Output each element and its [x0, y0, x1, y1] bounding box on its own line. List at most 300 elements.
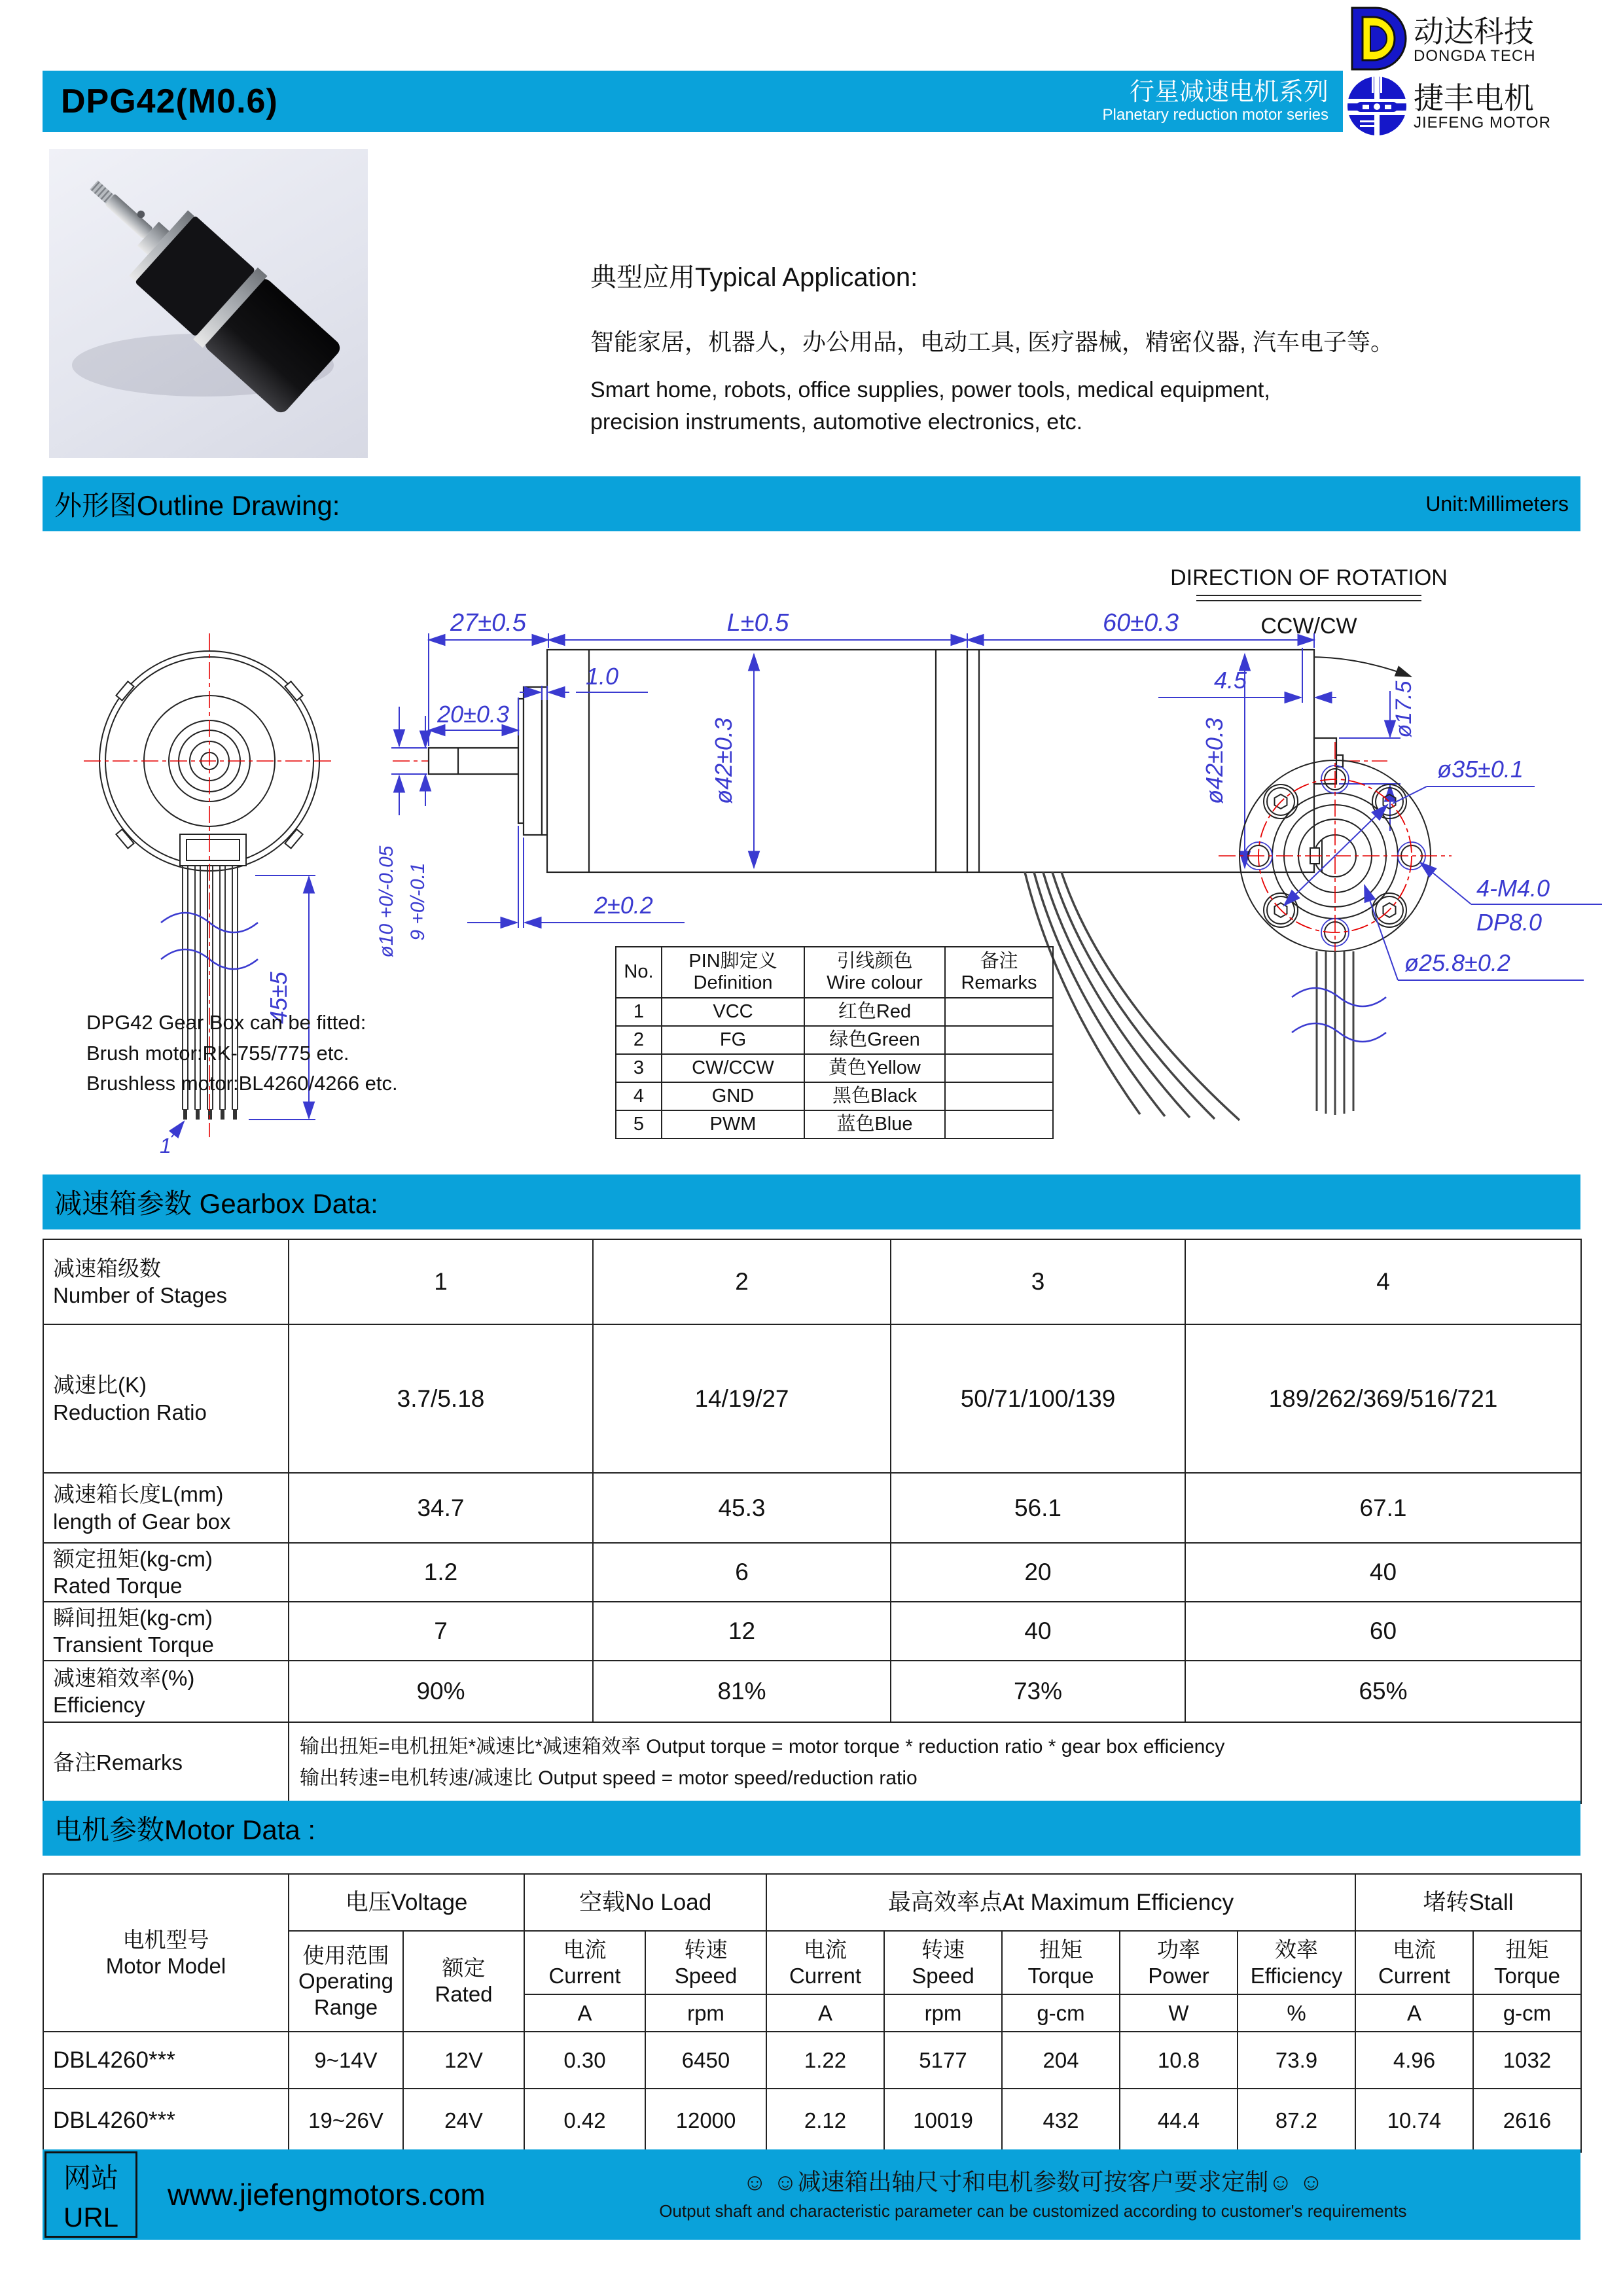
gearbox-value-0-0-text: 1	[434, 1268, 448, 1295]
pin-row-1	[616, 1026, 1053, 1054]
url-label-box	[45, 2151, 137, 2238]
motor-subhead-5-text: 功率	[1157, 1937, 1200, 1962]
rated-en: Rated	[435, 1982, 493, 2006]
pin-cell-4-2	[804, 1110, 945, 1139]
gearbox-row-5	[43, 1661, 1581, 1722]
motor-cell-0-7-text: 204	[1043, 2047, 1079, 2072]
dim-17-5: ø17.5	[1391, 680, 1416, 738]
pin-cell-0-0	[616, 998, 662, 1026]
motor-cell-0-11	[1473, 2032, 1581, 2089]
pin-header-row	[616, 947, 1053, 998]
motor-subhead-4-text: Torque	[1027, 1963, 1094, 1988]
gearbox-remarks-text	[289, 1722, 1581, 1803]
motor-unit-8-text: g-cm	[1503, 2000, 1552, 2025]
application-title: 典型应用Typical Application:	[590, 263, 918, 292]
gearbox-value-0-3-text: 4	[1376, 1268, 1390, 1295]
gearbox-label-3-text: 额定扭矩(kg-cm)	[53, 1546, 213, 1571]
motor-unit-1-text: rpm	[687, 2000, 724, 2025]
motor-cell-1-3-text: 0.42	[563, 2108, 606, 2132]
fit-note-line2: Brush motor:RK-755/775 etc.	[86, 1041, 349, 1065]
footer-note-cn: ☺ ☺减速箱出轴尺寸和电机参数可按客户要求定制☺ ☺	[742, 2168, 1323, 2196]
motor-cell-0-6-text: 5177	[919, 2047, 967, 2072]
pin-row-3	[616, 1082, 1053, 1110]
pin-cell-2-0-text: 3	[633, 1057, 645, 1078]
pin-cell-3-2-text: 黑色Black	[832, 1085, 917, 1106]
motor-unit-3	[884, 1994, 1002, 2032]
motor-cell-0-10-text: 4.96	[1393, 2047, 1436, 2072]
gearbox-value-3-1-text: 6	[735, 1559, 749, 1585]
pin-header-1-text: Definition	[693, 972, 773, 993]
pin-header-1	[662, 947, 804, 998]
gearbox-label-0-text: 减速箱级数	[53, 1256, 161, 1280]
pin-row-0	[616, 998, 1053, 1026]
motor-unit-3-text: rpm	[924, 2000, 962, 2025]
group-stall: 堵转Stall	[1355, 1874, 1581, 1931]
gearbox-remarks-text-text: 输出转速=电机转速/减速比 Output speed = motor speed/reduction ratio	[300, 1767, 918, 1789]
dongda-en: DONGDA TECH	[1414, 46, 1536, 65]
motor-cell-1-10-text: 10.74	[1387, 2108, 1442, 2132]
operating-range-cn: 使用范围	[302, 1943, 389, 1968]
motor-subhead-3-text: 转速	[921, 1937, 965, 1962]
motor-subhead-1-text: Speed	[674, 1963, 738, 1988]
gearbox-row-1	[43, 1324, 1581, 1473]
motor-cell-1-4-text: 12000	[675, 2108, 736, 2132]
pin-table	[615, 946, 1054, 1139]
motor-unit-5	[1120, 1994, 1238, 2032]
gearbox-label-2-text: 减速箱长度L(mm)	[53, 1482, 224, 1507]
motor-cell-0-8-text: 10.8	[1157, 2047, 1200, 2072]
motor-subhead-7	[1355, 1931, 1473, 1994]
motor-unit-2	[766, 1994, 884, 2032]
application-line-en1: Smart home, robots, office supplies, power tools, medical equipment,	[590, 378, 1270, 402]
gearbox-value-4-1-text: 12	[728, 1617, 756, 1644]
motor-subhead-8	[1473, 1931, 1581, 1994]
motor-cell-0-0	[43, 2032, 289, 2089]
pin-cell-3-0	[616, 1082, 662, 1110]
motor-subhead-7-text: Current	[1378, 1963, 1451, 1988]
pin-cell-4-2-text: 蓝色Blue	[836, 1113, 913, 1135]
dim-42-gearbox: ø42±0.3	[710, 718, 737, 804]
motor-cell-1-6-text: 10019	[913, 2108, 973, 2132]
wire-1-label: 1	[160, 1134, 171, 1157]
motor-cell-0-2-text: 12V	[444, 2047, 483, 2072]
gearbox-row-3	[43, 1543, 1581, 1602]
motor-subhead-1	[645, 1931, 766, 1994]
gearbox-value-2-1	[593, 1473, 891, 1543]
motor-cell-0-7	[1002, 2032, 1120, 2089]
gearbox-value-2-0-text: 34.7	[417, 1494, 465, 1521]
dim-60: 60±0.3	[1103, 609, 1179, 637]
pin-cell-3-1-text: GND	[711, 1085, 755, 1106]
gearbox-value-5-2-text: 73%	[1013, 1678, 1063, 1704]
gearbox-value-3-3	[1185, 1543, 1581, 1602]
gearbox-row-2	[43, 1473, 1581, 1543]
dongda-cn: 动达科技	[1414, 14, 1534, 49]
motor-unit-6-text: %	[1287, 2000, 1306, 2025]
motor-cell-1-0	[43, 2089, 289, 2152]
dim-2: 2±0.2	[594, 892, 653, 919]
gearbox-label-1-text: 减速比(K)	[53, 1373, 147, 1398]
pin-header-0-text: No.	[624, 961, 654, 983]
dim-45: 45±5	[265, 972, 292, 1024]
gearbox-label-0	[43, 1239, 289, 1324]
gearbox-label-1	[43, 1324, 289, 1473]
pin-cell-2-0	[616, 1054, 662, 1082]
gearbox-value-5-1	[593, 1661, 891, 1722]
gearbox-value-5-1-text: 81%	[717, 1678, 766, 1704]
jiefeng-cn: 捷丰电机	[1414, 81, 1534, 116]
dongda-logo-text	[1414, 16, 1536, 63]
motor-cell-1-2	[403, 2089, 524, 2152]
motor-unit-6	[1238, 1994, 1355, 2032]
gearbox-remarks-label-text: 备注Remarks	[53, 1750, 183, 1775]
gearbox-section-bar	[43, 1174, 1580, 1229]
motor-cell-1-7-text: 432	[1043, 2108, 1079, 2132]
gearbox-label-2	[43, 1473, 289, 1543]
motor-cell-1-7	[1002, 2089, 1120, 2152]
url-label-en: URL	[63, 2201, 119, 2233]
pin-header-3	[945, 947, 1053, 998]
gearbox-value-2-3	[1185, 1473, 1581, 1543]
motor-cell-1-11-text: 2616	[1503, 2108, 1552, 2132]
gearbox-value-4-1	[593, 1602, 891, 1661]
motor-subhead-8-text: 扭矩	[1505, 1937, 1549, 1962]
footer-bar	[43, 2149, 1580, 2240]
motor-unit-7-text: A	[1406, 2000, 1421, 2025]
fit-note-line1: DPG42 Gear Box can be fitted:	[86, 1011, 366, 1034]
motor-table	[43, 1873, 1582, 2153]
gearbox-value-1-2-text: 50/71/100/139	[960, 1385, 1116, 1412]
gearbox-value-1-0	[289, 1324, 593, 1473]
application-block	[590, 256, 1507, 439]
motor-cell-0-6	[884, 2032, 1002, 2089]
motor-subhead-5	[1120, 1931, 1238, 1994]
pin-cell-2-2-text: 黄色Yellow	[829, 1057, 921, 1078]
pin-header-1-text: PIN脚定义	[688, 950, 777, 972]
gearbox-remarks-label	[43, 1722, 289, 1803]
pin-cell-1-1	[662, 1026, 804, 1054]
motor-row-1	[43, 2089, 1581, 2152]
motor-subhead-3	[884, 1931, 1002, 1994]
motor-subhead-3-text: Speed	[912, 1963, 974, 1988]
jiefeng-logo-text	[1414, 82, 1551, 130]
pin-cell-3-3	[945, 1082, 1053, 1110]
gearbox-value-0-3	[1185, 1239, 1581, 1324]
pin-cell-2-1	[662, 1054, 804, 1082]
motor-cell-1-10	[1355, 2089, 1473, 2152]
gearbox-value-3-2-text: 20	[1024, 1559, 1052, 1585]
motor-cell-0-3	[524, 2032, 645, 2089]
gearbox-value-0-1	[593, 1239, 891, 1324]
gearbox-value-3-0-text: 1.2	[423, 1559, 458, 1585]
logo-dongda	[1347, 7, 1582, 73]
gearbox-value-3-2	[891, 1543, 1185, 1602]
gearbox-value-2-1-text: 45.3	[718, 1494, 766, 1521]
outline-unit-label: Unit:Millimeters	[1425, 491, 1569, 516]
gearbox-value-3-3-text: 40	[1369, 1559, 1397, 1585]
motor-subhead-4-text: 扭矩	[1039, 1937, 1082, 1962]
series-en: Planetary reduction motor series	[1102, 105, 1329, 124]
motor-cell-0-1	[289, 2032, 403, 2089]
gearbox-value-1-1-text: 14/19/27	[694, 1385, 789, 1412]
gearbox-value-5-3	[1185, 1661, 1581, 1722]
group-voltage: 电压Voltage	[289, 1874, 524, 1931]
motor-unit-8	[1473, 1994, 1581, 2032]
motor-header-groups	[43, 1874, 1581, 1931]
pin-cell-4-3	[945, 1110, 1053, 1139]
gearbox-value-0-2	[891, 1239, 1185, 1324]
motor-cell-1-1	[289, 2089, 403, 2152]
dongda-logo-icon	[1347, 7, 1407, 74]
pin-cell-1-0-text: 2	[633, 1029, 645, 1050]
motor-cell-0-10	[1355, 2032, 1473, 2089]
gearbox-value-1-0-text: 3.7/5.18	[397, 1385, 485, 1412]
motor-cell-1-9	[1238, 2089, 1355, 2152]
gearbox-row-0	[43, 1239, 1581, 1324]
rotation-direction: CCW/CW	[1260, 614, 1357, 639]
pin-header-3-text: 备注	[980, 950, 1018, 972]
pin-cell-4-0	[616, 1110, 662, 1139]
motor-subhead-2	[766, 1931, 884, 1994]
outline-section-bar	[43, 476, 1580, 531]
pin-header-2	[804, 947, 945, 998]
motor-subhead-8-text: Torque	[1494, 1963, 1560, 1988]
pin-cell-1-2	[804, 1026, 945, 1054]
dim-25-8: ø25.8±0.2	[1404, 949, 1510, 976]
product-photo	[49, 149, 368, 458]
pin-cell-0-1-text: VCC	[713, 1000, 753, 1022]
logo-jiefeng	[1347, 73, 1582, 140]
gearbox-label-3-text: Rated Torque	[53, 1574, 183, 1598]
motor-subhead-1-text: 转速	[684, 1937, 728, 1962]
application-line-cn: 智能家居，机器人，办公用品，电动工具, 医疗器械，精密仪器, 汽车电子等。	[590, 328, 1395, 355]
gearbox-value-1-3	[1185, 1324, 1581, 1473]
pin-row-4	[616, 1110, 1053, 1139]
series-cn: 行星减速电机系列	[1129, 78, 1329, 106]
pin-cell-1-2-text: 绿色Green	[829, 1029, 920, 1050]
motor-model-header	[43, 1874, 289, 2032]
motor-subhead-0-text: Current	[548, 1963, 621, 1988]
motor-section-bar	[43, 1801, 1580, 1856]
group-noload: 空载No Load	[524, 1874, 766, 1931]
motor-unit-0	[524, 1994, 645, 2032]
gearbox-label-1-text: Reduction Ratio	[53, 1400, 207, 1424]
footer-note-en: Output shaft and characteristic parameter can be customized according to customer's requirements	[659, 2201, 1407, 2221]
group-maxeff: 最高效率点At Maximum Efficiency	[766, 1874, 1355, 1931]
pin-cell-3-2	[804, 1082, 945, 1110]
motor-cell-0-2	[403, 2032, 524, 2089]
dim-L: L±0.5	[726, 609, 789, 637]
gearbox-row-4	[43, 1602, 1581, 1661]
dim-35: ø35±0.1	[1437, 756, 1524, 783]
gearbox-value-2-3-text: 67.1	[1359, 1494, 1407, 1521]
pin-header-2-text: 引线颜色	[836, 950, 913, 972]
gearbox-value-5-0	[289, 1661, 593, 1722]
motor-cell-0-3-text: 0.30	[563, 2047, 606, 2072]
pin-cell-0-3	[945, 998, 1053, 1026]
dim-20: 20±0.3	[437, 701, 509, 728]
gearbox-value-2-2	[891, 1473, 1185, 1543]
motor-cell-1-0-text: DBL4260***	[53, 2107, 175, 2133]
gearbox-value-5-3-text: 65%	[1359, 1678, 1408, 1704]
gearbox-value-4-0-text: 7	[434, 1617, 448, 1644]
pin-cell-0-2	[804, 998, 945, 1026]
motor-cell-0-11-text: 1032	[1503, 2047, 1552, 2072]
motor-cell-1-9-text: 87.2	[1275, 2108, 1318, 2132]
motor-subhead-2-text: 电流	[804, 1937, 847, 1962]
pin-header-3-text: Remarks	[961, 972, 1037, 993]
motor-cell-0-4	[645, 2032, 766, 2089]
motor-cell-0-9-text: 73.9	[1275, 2047, 1318, 2072]
pin-cell-0-1	[662, 998, 804, 1026]
pin-cell-3-1	[662, 1082, 804, 1110]
gearbox-value-2-2-text: 56.1	[1014, 1494, 1061, 1521]
pin-row-2	[616, 1054, 1053, 1082]
motor-cell-1-1-text: 19~26V	[308, 2108, 383, 2132]
pin-cell-0-0-text: 1	[633, 1000, 645, 1022]
gearbox-value-5-2	[891, 1661, 1185, 1722]
motor-cell-0-4-text: 6450	[681, 2047, 730, 2072]
gearbox-bar-title: 减速箱参数 Gearbox Data:	[54, 1188, 378, 1219]
logo-block	[1347, 7, 1582, 140]
website-url: www.jiefengmotors.com	[168, 2178, 486, 2212]
gearbox-value-3-1	[593, 1543, 891, 1602]
motor-cell-1-11	[1473, 2089, 1581, 2152]
gearbox-value-4-3	[1185, 1602, 1581, 1661]
pin-cell-4-1	[662, 1110, 804, 1139]
motor-cell-1-5	[766, 2089, 884, 2152]
jiefeng-logo-icon	[1347, 73, 1407, 141]
motor-subhead-6	[1238, 1931, 1355, 1994]
jiefeng-en: JIEFENG MOTOR	[1414, 113, 1551, 132]
gearbox-value-5-0-text: 90%	[416, 1678, 465, 1704]
gearbox-value-4-3-text: 60	[1369, 1617, 1397, 1644]
gearbox-value-4-0	[289, 1602, 593, 1661]
gearbox-label-0-text: Number of Stages	[53, 1283, 227, 1307]
motor-subhead-0-text: 电流	[563, 1937, 607, 1962]
motor-subhead-6-text: 效率	[1275, 1937, 1318, 1962]
pin-cell-1-0	[616, 1026, 662, 1054]
pin-cell-3-0-text: 4	[633, 1085, 645, 1106]
pin-cell-2-1-text: CW/CCW	[692, 1057, 774, 1078]
rotation-title: DIRECTION OF ROTATION	[1170, 565, 1448, 590]
motor-row-0	[43, 2032, 1581, 2089]
motor-unit-1	[645, 1994, 766, 2032]
motor-cell-0-9	[1238, 2032, 1355, 2089]
motor-unit-7	[1355, 1994, 1473, 2032]
dim-dp8: DP8.0	[1476, 909, 1543, 936]
pin-cell-4-1-text: PWM	[709, 1113, 757, 1135]
dim-4-5: 4.5	[1213, 667, 1247, 694]
series-label	[1103, 79, 1329, 124]
pin-cell-4-0-text: 5	[633, 1113, 645, 1135]
dim-shaft-d10: ø10 +0/-0.05	[376, 845, 397, 958]
pin-cell-0-2-text: 红色Red	[838, 1000, 912, 1022]
gearbox-label-3	[43, 1543, 289, 1602]
motor-bar-title: 电机参数Motor Data :	[54, 1814, 316, 1845]
motor-cell-1-8-text: 44.4	[1157, 2108, 1200, 2132]
gearbox-remarks-row	[43, 1722, 1581, 1803]
gearbox-value-3-0	[289, 1543, 593, 1602]
motor-cell-1-6	[884, 2089, 1002, 2152]
motor-subhead-5-text: Power	[1148, 1963, 1209, 1988]
operating-range-en: Operating Range	[298, 1969, 393, 2019]
motor-unit-4-text: g-cm	[1037, 2000, 1085, 2025]
footer-notes	[486, 2165, 1580, 2224]
motor-cell-0-0-text: DBL4260***	[53, 2047, 175, 2073]
gearbox-value-0-1-text: 2	[735, 1268, 749, 1295]
gearbox-label-2-text: length of Gear box	[53, 1509, 231, 1534]
pin-cell-1-3	[945, 1026, 1053, 1054]
pin-cell-2-3	[945, 1054, 1053, 1082]
motor-subhead-0	[524, 1931, 645, 1994]
motor-subhead-2-text: Current	[789, 1963, 862, 1988]
motor-cell-1-5-text: 2.12	[804, 2108, 847, 2132]
gearbox-value-0-0	[289, 1239, 593, 1324]
gearbox-label-5-text: 减速箱效率(%)	[53, 1665, 195, 1690]
motor-cell-0-5-text: 1.22	[804, 2047, 847, 2072]
gearbox-label-4	[43, 1602, 289, 1661]
url-label-cn: 网站	[63, 2162, 118, 2193]
rated-cn: 额定	[442, 1956, 486, 1981]
subhead-operating-range	[289, 1931, 403, 2032]
gearbox-value-4-2	[891, 1602, 1185, 1661]
gearbox-value-4-2-text: 40	[1024, 1617, 1052, 1644]
pin-cell-2-2	[804, 1054, 945, 1082]
gearbox-label-5	[43, 1661, 289, 1722]
motor-unit-4	[1002, 1994, 1120, 2032]
pin-cell-1-1-text: FG	[719, 1029, 747, 1050]
motor-model-header-cn: 电机型号	[122, 1927, 209, 1952]
gearbox-value-1-1	[593, 1324, 891, 1473]
pin-header-2-text: Wire colour	[827, 972, 923, 993]
motor-cell-0-1-text: 9~14V	[314, 2047, 378, 2072]
motor-subhead-4	[1002, 1931, 1120, 1994]
gearbox-label-4-text: 瞬间扭矩(kg-cm)	[53, 1605, 213, 1630]
dim-m4: 4-M4.0	[1476, 875, 1550, 902]
rear-view-wires	[1317, 951, 1353, 1115]
motor-cell-0-8	[1120, 2032, 1238, 2089]
motor-subhead-7-text: 电流	[1393, 1937, 1436, 1962]
dim-shaft-9: 9 +0/-0.1	[407, 862, 429, 941]
gearbox-value-2-0	[289, 1473, 593, 1543]
outline-bar-title: 外形图Outline Drawing:	[54, 490, 340, 521]
dim-1-0: 1.0	[585, 663, 619, 690]
motor-model-header-en: Motor Model	[105, 1953, 226, 1978]
side-view-wires	[1025, 872, 1240, 1120]
motor-cell-1-4	[645, 2089, 766, 2152]
gearbox-table	[43, 1239, 1582, 1804]
motor-cell-0-5	[766, 2032, 884, 2089]
motor-unit-0-text: A	[577, 2000, 592, 2025]
gearbox-remarks-text-text: 输出扭矩=电机扭矩*减速比*减速箱效率 Output torque = motor torque * reduction ratio * gear box efficiency	[300, 1736, 1225, 1757]
motor-cell-1-2-text: 24V	[444, 2108, 483, 2132]
page-title: DPG42(M0.6)	[61, 82, 278, 120]
dim-27: 27±0.5	[450, 609, 526, 637]
dim-42-motor: ø42±0.3	[1201, 718, 1228, 804]
gearbox-label-4-text: Transient Torque	[53, 1633, 214, 1657]
application-line-en2: precision instruments, automotive electronics, etc.	[590, 410, 1083, 435]
subhead-rated	[403, 1931, 524, 2032]
motor-unit-2-text: A	[817, 2000, 832, 2025]
fit-note-line3: Brushless motor:BL4260/4266 etc.	[86, 1072, 398, 1095]
pin-header-0	[616, 947, 662, 998]
gearbox-value-0-2-text: 3	[1031, 1268, 1045, 1295]
gearbox-value-1-3-text: 189/262/369/516/721	[1268, 1385, 1498, 1412]
motor-subhead-6-text: Efficiency	[1250, 1963, 1343, 1988]
motor-cell-1-3	[524, 2089, 645, 2152]
motor-cell-1-8	[1120, 2089, 1238, 2152]
